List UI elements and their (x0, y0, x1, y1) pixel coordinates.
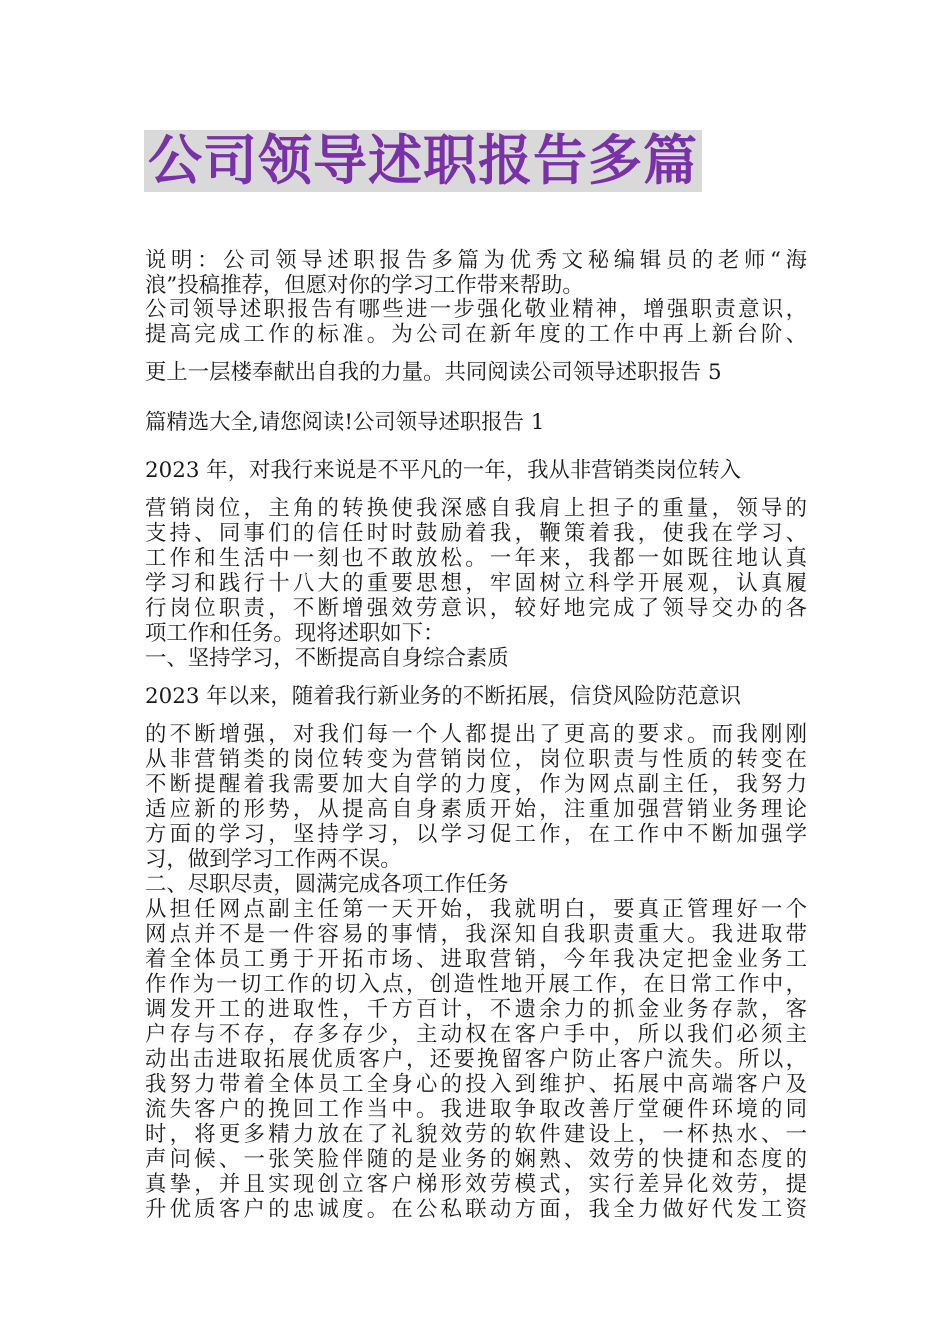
body-line: 篇精选大全,请您阅读!公司领导述职报告 1 (145, 410, 545, 435)
body-line: 2023 年，对我行来说是不平凡的一年，我从非营销类岗位转入 (145, 458, 742, 483)
body-line: 网点并不是一件容易的事情，我深知自我职责重大。我进取带 (145, 922, 807, 947)
body-line: 更上一层楼奉献出自我的力量。共同阅读公司领导述职报告 5 (145, 360, 722, 385)
body-line: 声问候、一张笑脸伴随的是业务的娴熟、效劳的快捷和态度的 (145, 1147, 807, 1172)
body-line: 提高完成工作的标准。为公司在新年度的工作中再上新台阶、 (145, 322, 807, 347)
body-line: 学习和践行十八大的重要思想，牢固树立科学开展观，认真履 (145, 571, 807, 596)
body-line: 习，做到学习工作两不误。 (145, 847, 402, 872)
body-line: 项工作和任务。现将述职如下： (145, 621, 445, 646)
body-line: 行岗位职责，不断增强效劳意识，较好地完成了领导交办的各 (145, 596, 807, 621)
body-line: 着全体员工勇于开拓市场、进取营销，今年我决定把金业务工 (145, 947, 807, 972)
body-line: 说明：公司领导述职报告多篇为优秀文秘编辑员的老师“海 (145, 248, 807, 273)
body-line: 适应新的形势，从提高自身素质开始，注重加强营销业务理论 (145, 797, 807, 822)
body-line: 从担任网点副主任第一天开始，我就明白，要真正管理好一个 (145, 897, 807, 922)
body-line: 时，将更多精力放在了礼貌效劳的软件建设上，一杯热水、一 (145, 1122, 807, 1147)
body-line: 公司领导述职报告有哪些进一步强化敬业精神，增强职责意识， (145, 297, 807, 322)
body-line: 支持、同事们的信任时时鼓励着我，鞭策着我，使我在学习、 (145, 521, 807, 546)
body-line: 浪”投稿推荐，但愿对你的学习工作带来帮助。 (145, 273, 584, 298)
body-line: 工作和生活中一刻也不敢放松。一年来，我都一如既往地认真 (145, 546, 807, 571)
body-line: 作作为一切工作的切入点，创造性地开展工作，在日常工作中， (145, 972, 807, 997)
body-line: 不断提醒着我需要加大自学的力度，作为网点副主任，我努力 (145, 772, 807, 797)
body-line: 户存与不存，存多存少，主动权在客户手中，所以我们必须主 (145, 1022, 807, 1047)
body-line: 方面的学习，坚持学习，以学习促工作，在工作中不断加强学 (145, 822, 807, 847)
body-line: 动出击进取拓展优质客户，还要挽留客户防止客户流失。所以， (145, 1047, 807, 1072)
document-title: 公司领导述职报告多篇 (148, 129, 698, 192)
body-line: 的不断增强，对我们每一个人都提出了更高的要求。而我刚刚 (145, 722, 807, 747)
body-line: 一、坚持学习，不断提高自身综合素质 (145, 646, 509, 671)
body-line: 2023 年以来，随着我行新业务的不断拓展，信贷风险防范意识 (145, 684, 742, 709)
body-line: 真挚，并且实现创立客户梯形效劳模式，实行差异化效劳，提 (145, 1172, 807, 1197)
body-line: 流失客户的挽回工作当中。我进取争取改善厅堂硬件环境的同 (145, 1097, 807, 1122)
body-line: 调发开工的进取性，千方百计，不遗余力的抓金业务存款，客 (145, 997, 807, 1022)
body-line: 营销岗位，主角的转换使我深感自我肩上担子的重量，领导的 (145, 496, 807, 521)
body-line: 我努力带着全体员工全身心的投入到维护、拓展中高端客户及 (145, 1072, 807, 1097)
body-line: 二、尽职尽责，圆满完成各项工作任务 (145, 872, 509, 897)
body-line: 从非营销类的岗位转变为营销岗位，岗位职责与性质的转变在 (145, 747, 807, 772)
title-highlight (144, 130, 702, 192)
body-line: 升优质客户的忠诚度。在公私联动方面，我全力做好代发工资 (145, 1197, 807, 1222)
